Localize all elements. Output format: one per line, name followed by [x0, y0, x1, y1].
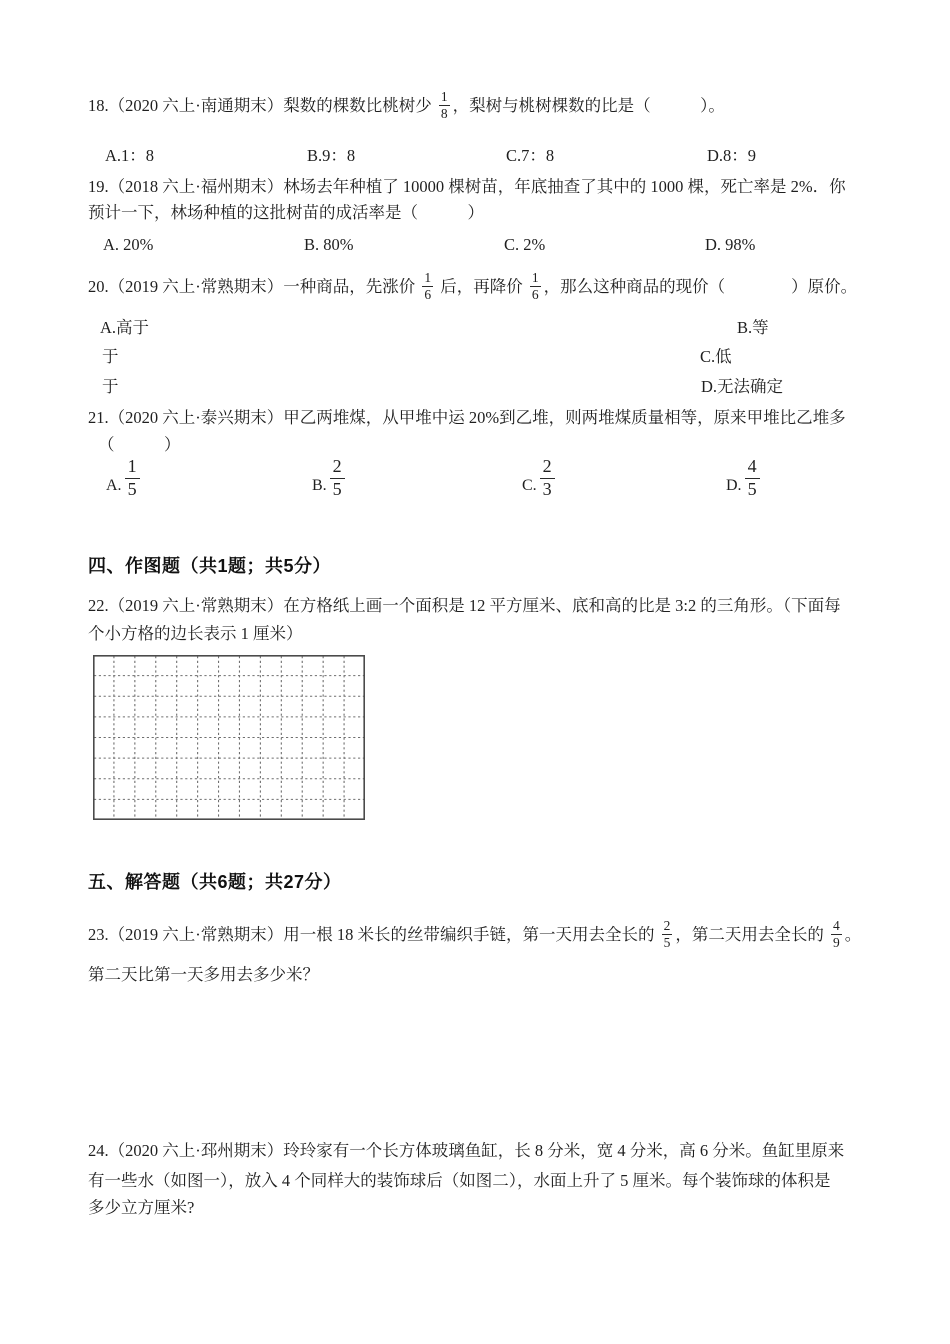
- question-19-text-line1: 19.（2018 六上·福州期末）林场去年种植了 10000 棵树苗，年底抽查了其中的 1000 棵，死亡率是 2%．你: [88, 177, 846, 196]
- q19-option-d: D. 98%: [705, 235, 756, 254]
- fraction-1-5: $\frac{1}{5}$: [125, 457, 140, 500]
- fraction-1-8: $\frac{1}{8}$: [440, 88, 448, 122]
- question-21-text-line1: 21.（2020 六上·泰兴期末）甲乙两堆煤，从甲堆中运 20%到乙堆，则两堆煤质量相等，原来甲堆比乙堆多: [88, 408, 846, 427]
- q19-option-c: C. 2%: [504, 235, 546, 254]
- question-22-text-line2: 个小方格的边长表示 1 厘米）: [88, 624, 303, 643]
- q18-option-b: B.9：8: [307, 146, 356, 165]
- question-18-text: [88, 89, 873, 122]
- fraction-1-6-b: $\frac{1}{6}$: [531, 269, 539, 303]
- question-20-text: [88, 270, 873, 303]
- fraction-2-3: $\frac{2}{3}$: [540, 457, 555, 500]
- section-5-title: 五、解答题（共6题；共27分）: [88, 872, 342, 892]
- q20-option-a: A.高于: [100, 318, 150, 337]
- question-21-text-line2: （ ）: [98, 435, 181, 454]
- q21-option-a: A. $\frac{1}{5}$: [106, 457, 142, 500]
- q19-option-b: B. 80%: [304, 235, 354, 254]
- q21-option-d: D. $\frac{4}{5}$: [726, 457, 762, 500]
- q20-option-b: B.等: [737, 318, 769, 337]
- question-23-text: [88, 918, 873, 951]
- q18-pre: 18.（2020 六上·南通期末）梨数的棵数比桃树少: [88, 96, 436, 115]
- q20-mid: 后，再降价: [436, 277, 527, 296]
- q20-option-row-2: [88, 340, 873, 373]
- q20-option-c-wrap: 于: [102, 377, 119, 396]
- q20-pre: 20.（2019 六上·常熟期末）一种商品，先涨价: [88, 277, 420, 296]
- fraction-2-5: $\frac{2}{5}$: [330, 457, 345, 500]
- q20-option-c: C.低: [700, 347, 732, 366]
- grid-paper-figure: [93, 655, 365, 820]
- fraction-1-6: $\frac{1}{6}$: [424, 269, 432, 303]
- fraction-2-5-inline: $\frac{2}{5}$: [663, 917, 671, 951]
- question-23-text-line2: 第二天比第一天多用去多少米？: [88, 965, 319, 984]
- question-24-text-line3: 多少立方厘米?: [88, 1198, 195, 1217]
- q21-options: [88, 457, 873, 509]
- fraction-4-5: $\frac{4}{5}$: [745, 457, 760, 500]
- q23-pre: 23.（2019 六上·常熟期末）用一根 18 米长的丝带编织手链，第一天用去全长的: [88, 925, 659, 944]
- section-4-title: 四、作图题（共1题；共5分）: [88, 556, 332, 576]
- question-24-text-line2: 有一些水（如图一），放入 4 个同样大的装饰球后（如图二），水面上升了 5 厘米。每个装饰球的体积是: [88, 1171, 831, 1190]
- q23-post: 。: [844, 925, 862, 944]
- q20-post: ，那么这种商品的现价（ ）原价。: [543, 277, 858, 296]
- q21-option-b: B. $\frac{2}{5}$: [312, 457, 347, 500]
- q23-mid: ，第二天用去全长的: [675, 925, 828, 944]
- q20-option-d: D.无法确定: [701, 377, 784, 396]
- q20-option-b-wrap: 于: [102, 347, 119, 366]
- q18-post: ，梨树与桃树棵数的比是（ ）。: [452, 96, 725, 115]
- fraction-4-9: $\frac{4}{9}$: [833, 917, 840, 951]
- q19-option-a: A. 20%: [103, 235, 154, 254]
- question-24-text-line1: 24.（2020 六上·邳州期末）玲玲家有一个长方体玻璃鱼缸，长 8 分米，宽 4 分米，高 6 分米。鱼缸里原来: [88, 1141, 845, 1160]
- q18-option-c: C.7：8: [506, 146, 555, 165]
- q18-options: [88, 139, 873, 172]
- q18-option-a: A.1：8: [105, 146, 155, 165]
- q20-option-row-3: [88, 370, 873, 403]
- question-22-text-line1: 22.（2019 六上·常熟期末）在方格纸上画一个面积是 12 平方厘米、底和高的比是 3:2 的三角形。（下面每: [88, 596, 841, 615]
- q19-options: [88, 228, 873, 261]
- q21-option-c: C. $\frac{2}{3}$: [522, 457, 557, 500]
- question-19-text-line2: 预计一下，林场种植的这批树苗的成活率是（ ）: [88, 203, 484, 222]
- q18-option-d: D.8：9: [707, 146, 757, 165]
